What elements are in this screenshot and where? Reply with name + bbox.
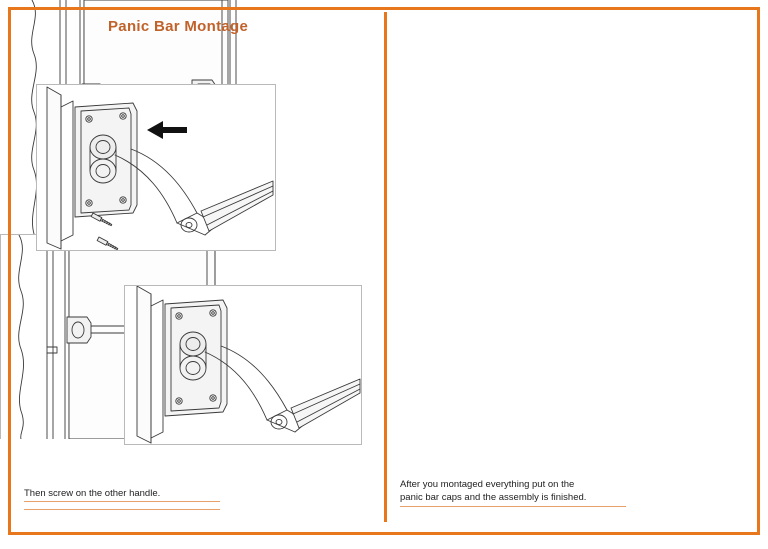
- column-divider: [384, 12, 387, 522]
- handle-mounted-drawing: [125, 286, 361, 444]
- handle-exploded-drawing: [37, 85, 275, 250]
- caption-right-rule: [400, 506, 626, 507]
- figure-handle-mounted: [124, 285, 362, 445]
- page-title: Panic Bar Montage: [108, 18, 249, 35]
- caption-right-line-2: panic bar caps and the assembly is finished.: [400, 492, 587, 503]
- caption-left-rule-2: [24, 509, 220, 510]
- direction-arrow-left: [147, 121, 187, 139]
- figure-handle-exploded: [36, 84, 276, 251]
- caption-left-rule-1: [24, 501, 220, 502]
- caption-left: Then screw on the other handle.: [24, 488, 161, 499]
- caption-right-line-1: After you montaged everything put on the: [400, 479, 575, 490]
- caption-right: [400, 478, 700, 504]
